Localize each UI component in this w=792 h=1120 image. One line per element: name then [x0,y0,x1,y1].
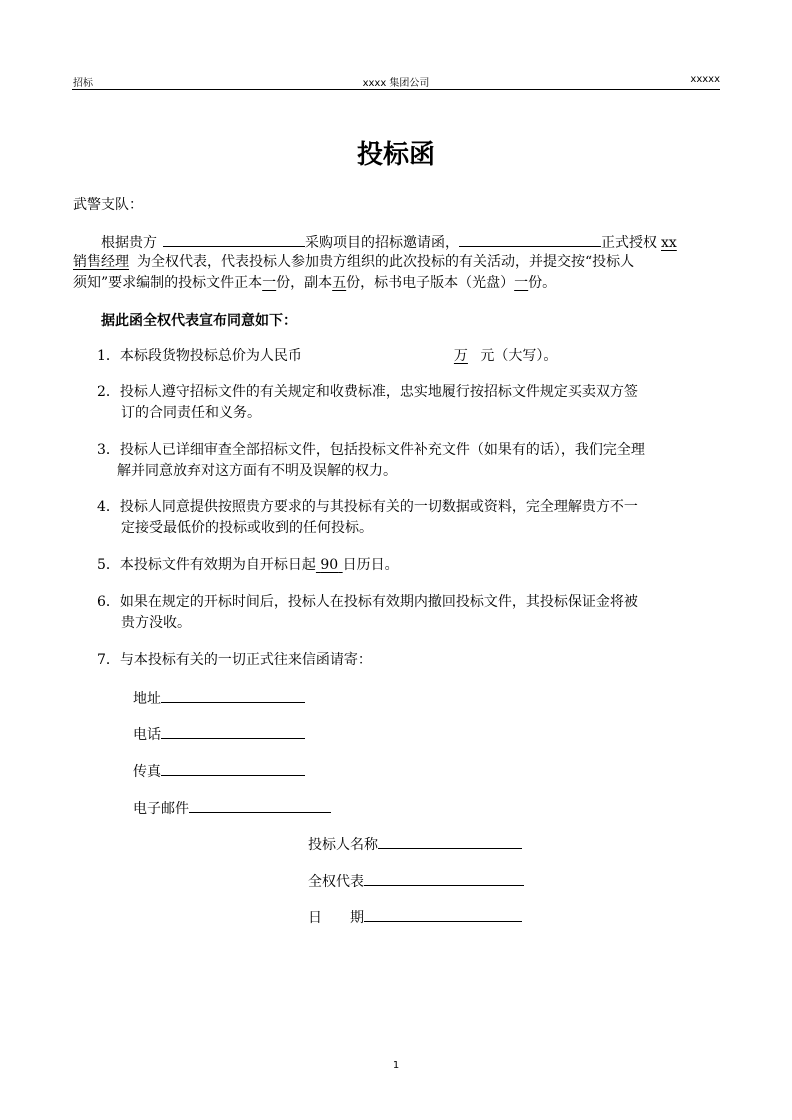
email-blank [189,796,331,813]
item-text: 元（大写）。 [475,348,558,364]
header-center: xxxx 集团公司 [362,78,430,89]
item-5 [97,554,399,576]
page-number: 1 [392,1060,400,1071]
declaration-heading: 据此函全权代表宣布同意如下： [101,313,297,329]
intro-text: 为全权代表，代表投标人参加贵方组织的此次投标的有关活动，并提交按“投标人 [137,254,635,270]
project-name-blank [163,230,305,247]
item-1 [97,345,557,367]
price-unit: 万 [453,348,468,364]
representative-blank [364,869,524,886]
sign-label: 全权代表 [308,874,364,890]
item-4-line-1: 4．投标人同意提供按照贵方要求的与其投标有关的一切数据或资料，完全理解贵方不一 [97,499,638,515]
contact-label: 地址 [133,691,161,707]
intro-text: 份，标书电子版本（光盘） [346,275,515,291]
sign-representative [308,869,524,893]
header-left: 招标 [73,78,93,89]
contact-label: 电子邮件 [133,801,189,817]
copy-count: 五 [332,275,347,291]
intro-text: 采购项目的招标邀请函， [305,235,459,251]
contact-email [133,796,331,820]
header-divider [72,89,720,90]
item-7: 7．与本投标有关的一切正式往来信函请寄： [97,652,372,668]
fax-blank [161,759,305,776]
salutation: 武警支队： [73,197,143,213]
intro-text: 份。 [528,275,557,291]
contact-phone [133,722,305,746]
item-4-line-2: 定接受最低价的投标或收到的任何投标。 [121,520,373,536]
item-6-line-2: 贵方没收。 [121,615,191,631]
validity-days-value: 90 [320,557,339,573]
item-3-line-1: 3．投标人已详细审查全部招标文件，包括投标文件补充文件（如果有的话），我们完全理 [97,442,645,458]
item-text: 5．本投标文件有效期为自开标日起 [97,557,316,573]
authorizer-blank [459,230,601,247]
item-2-line-2: 订的合同责任和义务。 [121,405,261,421]
contact-label: 传真 [133,764,161,780]
representative-title: 销售经理 [73,254,129,270]
intro-text: 根据贵方 [101,235,157,251]
intro-line-3 [73,272,556,294]
item-text: 1．本标段货物投标总价为人民币 [97,348,302,364]
intro-text: 份，副本 [276,275,333,291]
intro-text: 正式授权 [601,235,657,251]
item-6-line-1: 6．如果在规定的开标时间后，投标人在投标有效期内撤回投标文件，其投标保证金将被 [97,594,638,610]
item-3-line-2: 解并同意放弃对这方面有不明及误解的权力。 [117,463,397,479]
disc-count: 一 [514,275,529,291]
page-title: 投标函 [356,140,435,170]
representative-name: xx [661,235,677,251]
bidder-blank [378,832,522,849]
intro-line-2 [73,251,634,273]
sign-label: 投标人名称 [308,837,378,853]
item-text: 日历日。 [342,557,399,573]
address-blank [161,686,305,703]
date-blank [364,905,522,922]
item-2-line-1: 2．投标人遵守招标文件的有关规定和收费标准，忠实地履行按招标文件规定买卖双方签 [97,384,638,400]
original-count: 一 [262,275,277,291]
sign-date [308,905,522,929]
sign-label: 日 期 [308,910,364,926]
phone-blank [161,722,305,739]
contact-fax [133,759,305,783]
intro-text: 须知”要求编制的投标文件正本 [73,275,263,291]
header-right: xxxxx [690,74,720,85]
validity-days [316,557,343,573]
contact-label: 电话 [133,727,161,743]
contact-address [133,686,305,710]
sign-bidder [308,832,522,856]
